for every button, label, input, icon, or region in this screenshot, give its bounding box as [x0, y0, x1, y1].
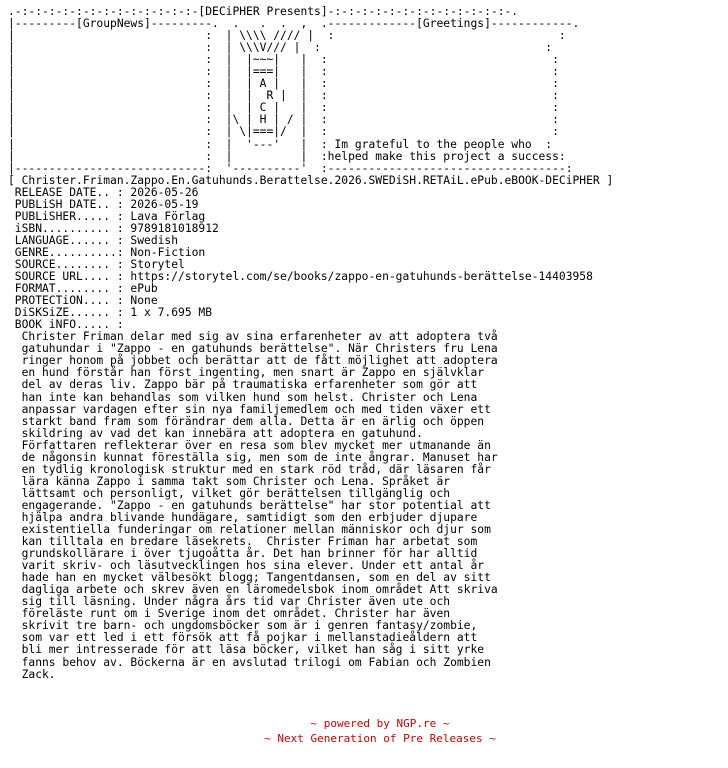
nfo-line: han inte kan behandlas som vilken hund som helst. Christer och Lena — [8, 390, 478, 404]
nfo-line: | : | '---' | : Im grateful to the people who : — [8, 137, 553, 151]
nfo-line: |----------------------------: '----------' :-----------------------------------: — [8, 161, 573, 175]
nfo-line: | : | |===| | : : — [8, 65, 559, 79]
nfo-line: GENRE..........: Non-Fiction — [8, 245, 206, 259]
nfo-line: del av deras liv. Zappo bär på traumatiska erfarenheter som gör att — [8, 378, 478, 392]
nfo-line: fanns behov av. Böckerna är en avslutad trilogi om Fabian och Zombien — [8, 655, 491, 669]
nfo-line: starkt band fram som förändrar dem alla. Detta är en ärlig och öppen — [8, 414, 485, 428]
nfo-line: föreläste runt om i Sverige inom det området. Christer har även — [8, 607, 451, 621]
nfo-line: SOURCE........ : Storytel — [8, 257, 185, 271]
nfo-line: PUBLiSH DATE.. : 2026-05-19 — [8, 197, 199, 211]
nfo-line: PUBLiSHER..... : Lava Förlag — [8, 209, 206, 223]
nfo-line: | : | \|===|/ | : : — [8, 125, 559, 139]
nfo-line: LANGUAGE...... : Swedish — [8, 233, 179, 247]
nfo-line: | : | | :helped make this project a success: — [8, 149, 566, 163]
footer-tagline: ~ Next Generation of Pre Releases ~ — [264, 732, 496, 745]
nfo-line: en tydlig kronologisk struktur med en stark röd tråd, där läsaren får — [8, 462, 491, 476]
nfo-line: iSBN.......... : 9789181018912 — [8, 221, 219, 235]
nfo-line: FORMAT........ : ePub — [8, 282, 158, 296]
nfo-line: anpassar vardagen efter sin nya familjemedlem och med tiden växer ett — [8, 402, 491, 416]
nfo-line: Författaren reflekterar över en resa som blev mycket mer utmanande än — [8, 438, 491, 452]
nfo-line: | : | | C | | : : — [8, 101, 559, 115]
nfo-line: som var ett led i ett försök att få pojkar i mellanstadieåldern att — [8, 631, 478, 645]
nfo-line: | : | \\\\ //// | : : — [8, 29, 566, 43]
nfo-line: RELEASE DATE.. : 2026-05-26 — [8, 185, 199, 199]
nfo-line: ringer honom på jobbet och berättar att de fått möjlighet att adoptera — [8, 354, 498, 368]
nfo-line: en hund förstår han först ingenting, men snart är Zappo en självklar — [8, 366, 485, 380]
nfo-line: | : | \\\V/// | : : — [8, 41, 553, 55]
nfo-line: [ Christer.Friman.Zappo.En.Gatuhunds.Berattelse.2026.SWEDiSH.RETAiL.ePub.eBOOK-DECiPHER ] — [8, 173, 614, 187]
nfo-line: engagerande. "Zappo - en gatuhunds berättelse" har stor potential att — [8, 498, 491, 512]
nfo-line: hjälpa andra blivande hundägare, samtidigt som den erbjuder djupare — [8, 510, 478, 524]
nfo-line: gatuhundar i "Zappo - en gatuhunds berättelse". När Christers fru Lena — [8, 342, 498, 356]
nfo-line: | : | |~~~| | : : — [8, 53, 559, 67]
nfo-line: dagliga arbete och skrev även en läromedelsbok inom området Att skriva — [8, 583, 498, 597]
nfo-line: lättsamt och personligt, vilket gör berättelsen tillgänglig och — [8, 486, 451, 500]
nfo-line: lära känna Zappo i samma takt som Christer och Lena. Språket är — [8, 474, 451, 488]
footer — [0, 716, 728, 746]
nfo-line: kan tilltala en bredare läsekrets. Christer Friman har arbetat som — [8, 535, 478, 549]
footer-powered-by: ~ powered by NGP.re ~ — [310, 717, 450, 730]
nfo-line: hade han en mycket välbesökt blogg; Tangentdansen, som en del av sitt — [8, 571, 491, 585]
nfo-line: bli mer intresserade för att läsa böcker, vilket han såg i sitt yrke — [8, 643, 485, 657]
nfo-line: SOURCE URL.... : https://storytel.com/se/books/zappo-en-gatuhunds-berättelse-14403958 — [8, 270, 593, 284]
nfo-line: skildring av vad det kan innebära att adoptera en gatuhund. — [8, 426, 423, 440]
nfo-line: PROTECTiON.... : None — [8, 294, 158, 308]
nfo-line: varit skriv- och läsutvecklingen hos sina elever. Under ett antal år — [8, 559, 485, 573]
nfo-line: DiSKSiZE...... : 1 x 7.695 MB — [8, 306, 213, 320]
nfo-line: Zack. — [8, 667, 56, 681]
nfo-line: | : |\ | H | / | : : — [8, 113, 559, 127]
nfo-line: | : | | R | | : : — [8, 89, 559, 103]
nfo-line: skrivit tre barn- och ungdomsböcker som är i genren fantasy/zombie, — [8, 619, 478, 633]
nfo-line: sig till läsning. Under några års tid var Christer även ute och — [8, 595, 451, 609]
nfo-line: .-:-:-:-:-:-:-:-:-:-:-:-:-:-[DECiPHER Presents]-:-:-:-:-:-:-:-:-:-:-:-:-:-. — [8, 5, 519, 18]
nfo-line: Christer Friman delar med sig av sina erfarenheter av att adoptera två — [8, 330, 498, 344]
nfo-line: grundskollärare i över tjugoåtta år. Det han brinner för har alltid — [8, 547, 478, 561]
nfo-line: |---------[GroupNews]---------. . . . , .-------------[Greetings]------------. — [8, 17, 580, 31]
nfo-line: existentiella funderingar om relationer mellan människor och djur som — [8, 523, 491, 537]
nfo-line: BOOK iNFO..... : — [8, 318, 124, 332]
nfo-line: de någonsin kunnat föreställa sig, men som de inte ångrar. Manuset har — [8, 450, 498, 464]
nfo-line: | : | | A | | : : — [8, 77, 559, 91]
